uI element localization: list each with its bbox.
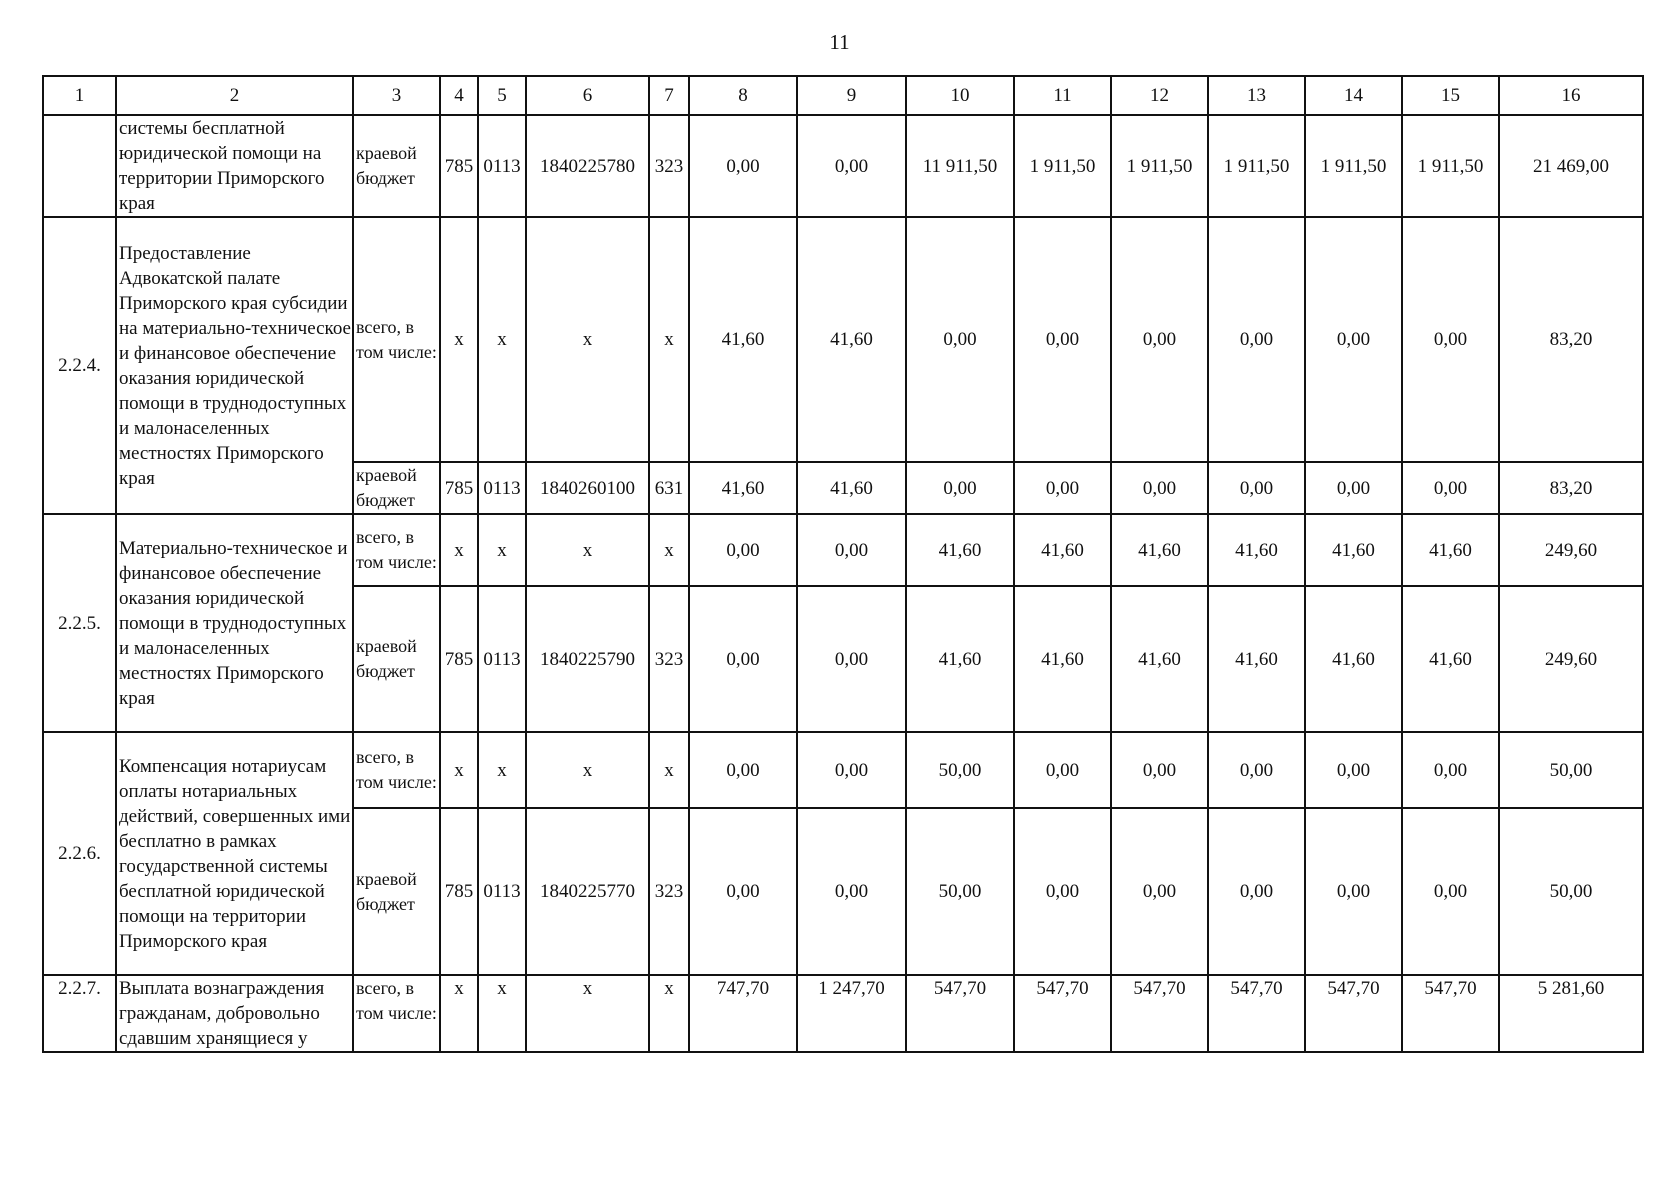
total-value: 249,60 xyxy=(1499,514,1643,586)
ministry-code: 785 xyxy=(440,462,478,514)
year-value: 41,60 xyxy=(1111,514,1208,586)
funding-source: краевой бюджет xyxy=(353,462,440,514)
year-value: 41,60 xyxy=(1402,586,1499,732)
ministry-code: х xyxy=(440,514,478,586)
year-value: 547,70 xyxy=(1111,975,1208,1052)
year-value: 0,00 xyxy=(689,115,797,217)
budget-table xyxy=(42,75,1644,1053)
year-value: 0,00 xyxy=(1305,462,1402,514)
expense-type-code: х xyxy=(649,732,689,808)
year-value: 547,70 xyxy=(1402,975,1499,1052)
year-value: 41,60 xyxy=(797,217,906,462)
table-row xyxy=(43,975,1643,1052)
year-value: 0,00 xyxy=(1111,732,1208,808)
year-value: 50,00 xyxy=(906,808,1014,975)
year-value: 0,00 xyxy=(1111,217,1208,462)
year-value: 41,60 xyxy=(689,217,797,462)
year-value: 0,00 xyxy=(689,586,797,732)
funding-source: краевой бюджет xyxy=(353,115,440,217)
table-row xyxy=(43,115,1643,217)
row-code xyxy=(43,115,116,217)
row-code: 2.2.5. xyxy=(43,514,116,732)
target-article-code: 1840225780 xyxy=(526,115,649,217)
section-code: 0113 xyxy=(478,462,526,514)
column-header: 15 xyxy=(1402,76,1499,115)
target-article-code: х xyxy=(526,217,649,462)
year-value: 41,60 xyxy=(797,462,906,514)
row-description: Материально-техническое и финансовое обеспечение оказания юридической помощи в труднодоступных и малонаселенных местностях Приморского края xyxy=(116,514,353,732)
total-value: 5 281,60 xyxy=(1499,975,1643,1052)
section-code: 0113 xyxy=(478,586,526,732)
column-header: 11 xyxy=(1014,76,1111,115)
funding-source: всего, в том числе: xyxy=(353,732,440,808)
column-header: 7 xyxy=(649,76,689,115)
year-value: 0,00 xyxy=(1208,462,1305,514)
section-code: х xyxy=(478,217,526,462)
funding-source: всего, в том числе: xyxy=(353,217,440,462)
expense-type-code: 631 xyxy=(649,462,689,514)
column-header: 2 xyxy=(116,76,353,115)
total-value: 83,20 xyxy=(1499,217,1643,462)
column-header: 16 xyxy=(1499,76,1643,115)
section-code: х xyxy=(478,975,526,1052)
year-value: 1 911,50 xyxy=(1014,115,1111,217)
expense-type-code: х xyxy=(649,514,689,586)
total-value: 50,00 xyxy=(1499,732,1643,808)
year-value: 0,00 xyxy=(1111,808,1208,975)
year-value: 41,60 xyxy=(906,586,1014,732)
year-value: 0,00 xyxy=(1014,217,1111,462)
table-row xyxy=(43,732,1643,808)
year-value: 1 911,50 xyxy=(1305,115,1402,217)
year-value: 41,60 xyxy=(1208,586,1305,732)
year-value: 0,00 xyxy=(1014,732,1111,808)
target-article-code: х xyxy=(526,975,649,1052)
year-value: 0,00 xyxy=(1305,808,1402,975)
year-value: 0,00 xyxy=(797,115,906,217)
ministry-code: 785 xyxy=(440,115,478,217)
year-value: 0,00 xyxy=(1305,732,1402,808)
table-row xyxy=(43,514,1643,586)
year-value: 0,00 xyxy=(1402,462,1499,514)
year-value: 0,00 xyxy=(797,586,906,732)
year-value: 0,00 xyxy=(906,217,1014,462)
year-value: 41,60 xyxy=(1305,586,1402,732)
year-value: 547,70 xyxy=(1305,975,1402,1052)
target-article-code: х xyxy=(526,732,649,808)
year-value: 0,00 xyxy=(1014,808,1111,975)
header-row xyxy=(43,76,1643,115)
column-header: 9 xyxy=(797,76,906,115)
total-value: 249,60 xyxy=(1499,586,1643,732)
year-value: 0,00 xyxy=(1305,217,1402,462)
year-value: 547,70 xyxy=(1014,975,1111,1052)
funding-source: всего, в том числе: xyxy=(353,514,440,586)
column-header: 5 xyxy=(478,76,526,115)
year-value: 0,00 xyxy=(797,732,906,808)
expense-type-code: 323 xyxy=(649,808,689,975)
funding-source: всего, в том числе: xyxy=(353,975,440,1052)
total-value: 21 469,00 xyxy=(1499,115,1643,217)
year-value: 41,60 xyxy=(1305,514,1402,586)
year-value: 0,00 xyxy=(1208,808,1305,975)
year-value: 1 911,50 xyxy=(1111,115,1208,217)
expense-type-code: 323 xyxy=(649,115,689,217)
total-value: 50,00 xyxy=(1499,808,1643,975)
table-row xyxy=(43,217,1643,462)
funding-source: краевой бюджет xyxy=(353,586,440,732)
year-value: 547,70 xyxy=(906,975,1014,1052)
column-header: 13 xyxy=(1208,76,1305,115)
section-code: х xyxy=(478,732,526,808)
row-code: 2.2.4. xyxy=(43,217,116,514)
year-value: 1 247,70 xyxy=(797,975,906,1052)
row-description: системы бесплатной юридической помощи на территории Приморского края xyxy=(116,115,353,217)
year-value: 0,00 xyxy=(1208,732,1305,808)
year-value: 41,60 xyxy=(1014,514,1111,586)
row-description: Выплата вознаграждения гражданам, добровольно сдавшим хранящиеся у xyxy=(116,975,353,1052)
row-description: Предоставление Адвокатской палате Приморского края субсидии на материально-техническое и финансовое обеспечение оказания юридической помощи в труднодоступных и малонаселенных местностях Приморского края xyxy=(116,217,353,514)
section-code: х xyxy=(478,514,526,586)
year-value: 0,00 xyxy=(906,462,1014,514)
year-value: 0,00 xyxy=(689,514,797,586)
ministry-code: 785 xyxy=(440,586,478,732)
year-value: 41,60 xyxy=(906,514,1014,586)
year-value: 0,00 xyxy=(1014,462,1111,514)
funding-source: краевой бюджет xyxy=(353,808,440,975)
column-header: 4 xyxy=(440,76,478,115)
year-value: 50,00 xyxy=(906,732,1014,808)
year-value: 547,70 xyxy=(1208,975,1305,1052)
target-article-code: 1840260100 xyxy=(526,462,649,514)
row-code: 2.2.7. xyxy=(43,975,116,1052)
year-value: 1 911,50 xyxy=(1208,115,1305,217)
year-value: 0,00 xyxy=(1402,732,1499,808)
row-description: Компенсация нотариусам оплаты нотариальных действий, совершенных ими бесплатно в рамках государственной системы бесплатной юридической помощи на территории Приморского края xyxy=(116,732,353,975)
row-code: 2.2.6. xyxy=(43,732,116,975)
year-value: 41,60 xyxy=(1402,514,1499,586)
column-header: 12 xyxy=(1111,76,1208,115)
ministry-code: х xyxy=(440,975,478,1052)
column-header: 8 xyxy=(689,76,797,115)
column-header: 14 xyxy=(1305,76,1402,115)
year-value: 0,00 xyxy=(797,514,906,586)
section-code: 0113 xyxy=(478,808,526,975)
ministry-code: х xyxy=(440,732,478,808)
year-value: 0,00 xyxy=(689,732,797,808)
year-value: 0,00 xyxy=(1402,217,1499,462)
column-header: 1 xyxy=(43,76,116,115)
page-number: 11 xyxy=(829,30,850,54)
column-header: 3 xyxy=(353,76,440,115)
total-value: 83,20 xyxy=(1499,462,1643,514)
column-header: 10 xyxy=(906,76,1014,115)
year-value: 747,70 xyxy=(689,975,797,1052)
expense-type-code: 323 xyxy=(649,586,689,732)
expense-type-code: х xyxy=(649,217,689,462)
column-header: 6 xyxy=(526,76,649,115)
year-value: 41,60 xyxy=(689,462,797,514)
year-value: 0,00 xyxy=(689,808,797,975)
year-value: 1 911,50 xyxy=(1402,115,1499,217)
target-article-code: х xyxy=(526,514,649,586)
year-value: 0,00 xyxy=(797,808,906,975)
expense-type-code: х xyxy=(649,975,689,1052)
year-value: 0,00 xyxy=(1402,808,1499,975)
section-code: 0113 xyxy=(478,115,526,217)
year-value: 11 911,50 xyxy=(906,115,1014,217)
ministry-code: х xyxy=(440,217,478,462)
year-value: 0,00 xyxy=(1208,217,1305,462)
year-value: 41,60 xyxy=(1014,586,1111,732)
year-value: 41,60 xyxy=(1208,514,1305,586)
target-article-code: 1840225770 xyxy=(526,808,649,975)
ministry-code: 785 xyxy=(440,808,478,975)
year-value: 0,00 xyxy=(1111,462,1208,514)
year-value: 41,60 xyxy=(1111,586,1208,732)
target-article-code: 1840225790 xyxy=(526,586,649,732)
